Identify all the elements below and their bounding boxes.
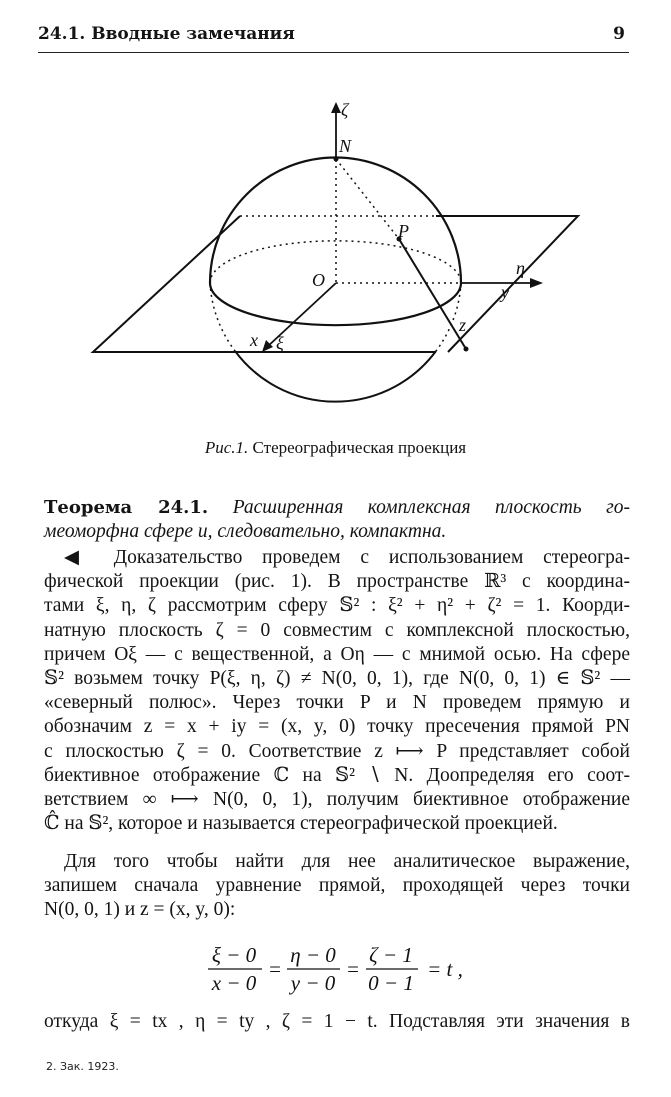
x-label: x (250, 330, 258, 350)
signature-mark: 2. Зак. 1923. (46, 1060, 119, 1073)
section-title: 24.1. Вводные замечания (38, 24, 295, 44)
fraction-3-numerator: ζ − 1 (369, 943, 413, 967)
equator-back (210, 241, 461, 283)
paragraph-line: Для того чтобы найти для нее аналитическое выражение, (64, 851, 630, 872)
proof-line: биективное отображение ℂ на 𝕊² ∖ N. Доопределяя его соот- (44, 764, 630, 786)
fraction-2-numerator: η − 0 (290, 943, 336, 967)
proof-line: тами ξ, η, ζ рассмотрим сферу 𝕊² : ξ² + η² + ζ² = 1. Коорди- (44, 595, 630, 617)
paragraph-substitution (44, 1010, 630, 1034)
fraction-1-numerator: ξ − 0 (211, 943, 257, 967)
proof-line: «северный полюс». Через точки P и N проведем прямую и (44, 692, 630, 714)
paragraph-line: откуда ξ = tx , η = ty , ζ = 1 − t. Подставляя эти значения в (44, 1011, 630, 1032)
line-equation-formula (0, 940, 671, 1006)
fraction-3-denominator: 0 − 1 (368, 971, 414, 995)
theorem-statement-1: Расширенная комплексная плоскость го- (232, 497, 631, 518)
N-label: N (339, 136, 352, 156)
theorem-line (44, 520, 630, 544)
proof-paragraph (44, 546, 630, 836)
zeta-label: ζ (341, 100, 349, 120)
projection-line-hidden (336, 159, 399, 239)
plane-left-edge (93, 216, 436, 352)
figure-drawing (0, 85, 671, 435)
stereographic-projection-figure (0, 85, 671, 435)
figure-caption (0, 438, 671, 458)
running-header (38, 22, 629, 53)
z-label: z (459, 315, 467, 335)
theorem-statement-2: меоморфна сфере и, следовательно, компактна. (44, 521, 447, 543)
proof-line: с плоскостью ζ = 0. Соответствие z ⟼ P представляет собой (44, 740, 630, 762)
paragraph-line: N(0, 0, 1) и z = (x, y, 0): (44, 899, 236, 921)
y-label: y (501, 282, 509, 302)
P-label: P (398, 221, 409, 241)
equals-sign-1: = (269, 957, 281, 981)
caption-label: Рис.1. (204, 438, 249, 457)
proof-line: фической проекции (рис. 1). В пространстве ℝ³ с координа- (44, 571, 630, 593)
page-number: 9 (613, 24, 625, 44)
equals-sign-2: = (347, 957, 359, 981)
eta-label: η (516, 258, 525, 278)
sphere-lower-arc (235, 351, 436, 402)
O-label: O (312, 270, 325, 290)
proof-line: ◀ Доказательство проведем с использованием стереогра- (64, 547, 630, 568)
fraction-1-denominator: x − 0 (211, 971, 257, 995)
xi-label: ξ (276, 333, 284, 353)
proof-line: ветствием ∞ ⟼ N(0, 0, 1), получим биективное отображение (44, 789, 630, 811)
zeta-arrow-head (331, 102, 341, 113)
proof-line: натную плоскость ζ = 0 совместим с комплексной плоскостью, (44, 619, 630, 641)
fraction-2-denominator: y − 0 (290, 971, 336, 995)
paragraph-line-equation (44, 850, 630, 923)
formula-drawing (0, 940, 671, 1000)
theorem-block (44, 496, 630, 544)
formula-rhs: = t , (427, 957, 463, 981)
theorem-label: Теорема 24.1. (44, 497, 209, 518)
proof-line: обозначим z = x + iy = (x, y, 0) точку пресечения прямой PN (44, 716, 630, 738)
theorem-line (44, 496, 630, 520)
paragraph-line: запишем сначала уравнение прямой, проходящей через точки (44, 875, 630, 897)
proof-line: причем Oξ — с вещественной, а Oη — с мнимой осью. На сфере (44, 643, 630, 665)
point-z (464, 347, 469, 352)
proof-line: 𝕊² возьмем точку P(ξ, η, ζ) ≠ N(0, 0, 1), где N(0, 0, 1) ∈ 𝕊² — (44, 668, 630, 690)
equator-front (210, 283, 461, 325)
eta-arrow-head (530, 278, 543, 288)
caption-text: Стереографическая проекция (252, 438, 467, 457)
proof-line: ℂ̂ на 𝕊², которое и называется стереографической проекцией. (44, 813, 558, 835)
